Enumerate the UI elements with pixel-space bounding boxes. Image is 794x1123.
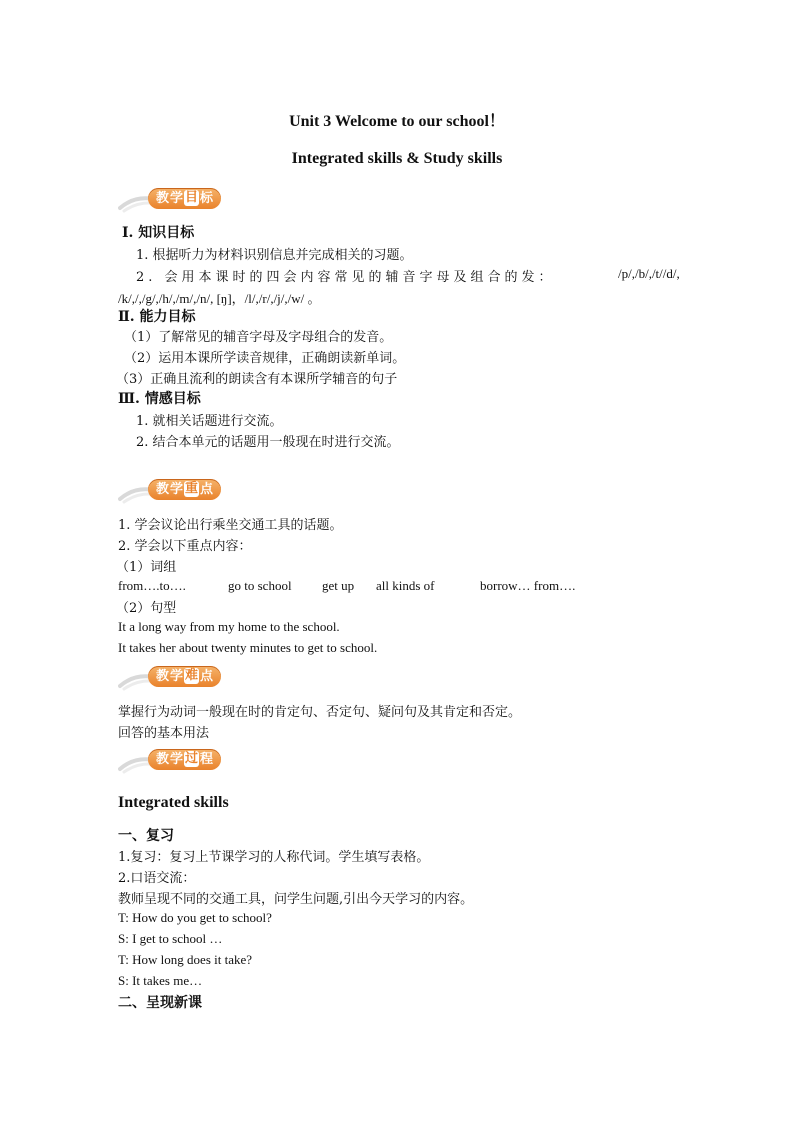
sentence-pattern-2: It takes her about twenty minutes to get to school. (118, 640, 378, 655)
badge-label: 教 学 重 点 (148, 479, 221, 500)
phrase-item: get up (322, 578, 355, 593)
dialog-line: S: I get to school … (118, 931, 223, 946)
difficulty-text-1: 掌握行为动词一般现在时的肯定句、否定句、疑问句及其肯定和否定。 (118, 705, 522, 720)
section-badge-teaching-goals (118, 186, 228, 214)
ability-goal-2: （2）运用本课所学读音规律，正确朗读新单词。 (124, 351, 406, 366)
knowledge-goals-heading: Ⅰ. 知识目标 (122, 225, 195, 241)
badge-label: 教 学 过 程 (148, 749, 221, 770)
document-subtitle: Integrated skills & Study skills (291, 150, 503, 167)
new-lesson-heading: 二、呈现新课 (118, 995, 202, 1011)
emotion-goal-1: 1. 就相关话题进行交流。 (136, 414, 283, 429)
badge-label: 教 学 难 点 (148, 666, 221, 687)
dialog-line: T: How do you get to school? (118, 910, 272, 925)
sentences-heading: （2）句型 (116, 601, 177, 616)
document-title: Unit 3 Welcome to our school！ (289, 113, 505, 130)
emotion-goal-2: 2. 结合本单元的话题用一般现在时进行交流。 (136, 435, 400, 450)
ability-goal-3: （3）正确且流利的朗读含有本课所学辅音的句子 (116, 372, 398, 387)
ability-goals-heading: Ⅱ. 能力目标 (118, 309, 196, 325)
badge-label: 教 学 目 标 (148, 188, 221, 209)
phrases-heading: （1）词组 (116, 560, 177, 575)
section-badge-teaching-difficulties (118, 664, 228, 692)
knowledge-goal-2-phonetics: /p/,/b/,/t//d/, (618, 266, 680, 281)
review-heading: 一、复习 (118, 828, 174, 844)
phrase-item: borrow… from…. (480, 578, 576, 593)
key-point-2: 2. 学会以下重点内容： (118, 539, 252, 554)
section-badge-teaching-process (118, 747, 228, 775)
knowledge-goal-1: 1. 根据听力为材料识别信息并完成相关的习题。 (136, 248, 413, 263)
difficulty-text-2: 回答的基本用法 (118, 726, 210, 741)
section-badge-teaching-key-points (118, 477, 228, 505)
review-item-1: 1.复习：复习上节课学习的人称代词。学生填写表格。 (118, 850, 430, 865)
phrase-item: from….to…. (118, 578, 186, 593)
knowledge-goal-2-phonetics-cont: /k/,/,/g/,/h/,/m/,/n/, [ŋ]，/l/,/r/,/j/,/w/ 。 (118, 291, 321, 306)
integrated-skills-heading: Integrated skills (118, 794, 229, 811)
ability-goal-1: （1）了解常见的辅音字母及字母组合的发音。 (124, 330, 393, 345)
review-item-3: 教师呈现不同的交通工具，问学生问题,引出今天学习的内容。 (118, 892, 474, 907)
phrase-item: go to school (228, 578, 292, 593)
review-item-2: 2.口语交流： (118, 871, 196, 886)
sentence-pattern-1: It a long way from my home to the school. (118, 619, 340, 634)
knowledge-goal-2: 2. 会用本课时的四会内容常见的辅音字母及组合的发： (136, 270, 556, 285)
phrase-item: all kinds of (376, 578, 435, 593)
dialog-line: S: It takes me… (118, 973, 203, 988)
dialog-line: T: How long does it take? (118, 952, 253, 967)
emotion-goals-heading: Ⅲ. 情感目标 (118, 391, 201, 407)
key-point-1: 1. 学会议论出行乘坐交通工具的话题。 (118, 518, 343, 533)
